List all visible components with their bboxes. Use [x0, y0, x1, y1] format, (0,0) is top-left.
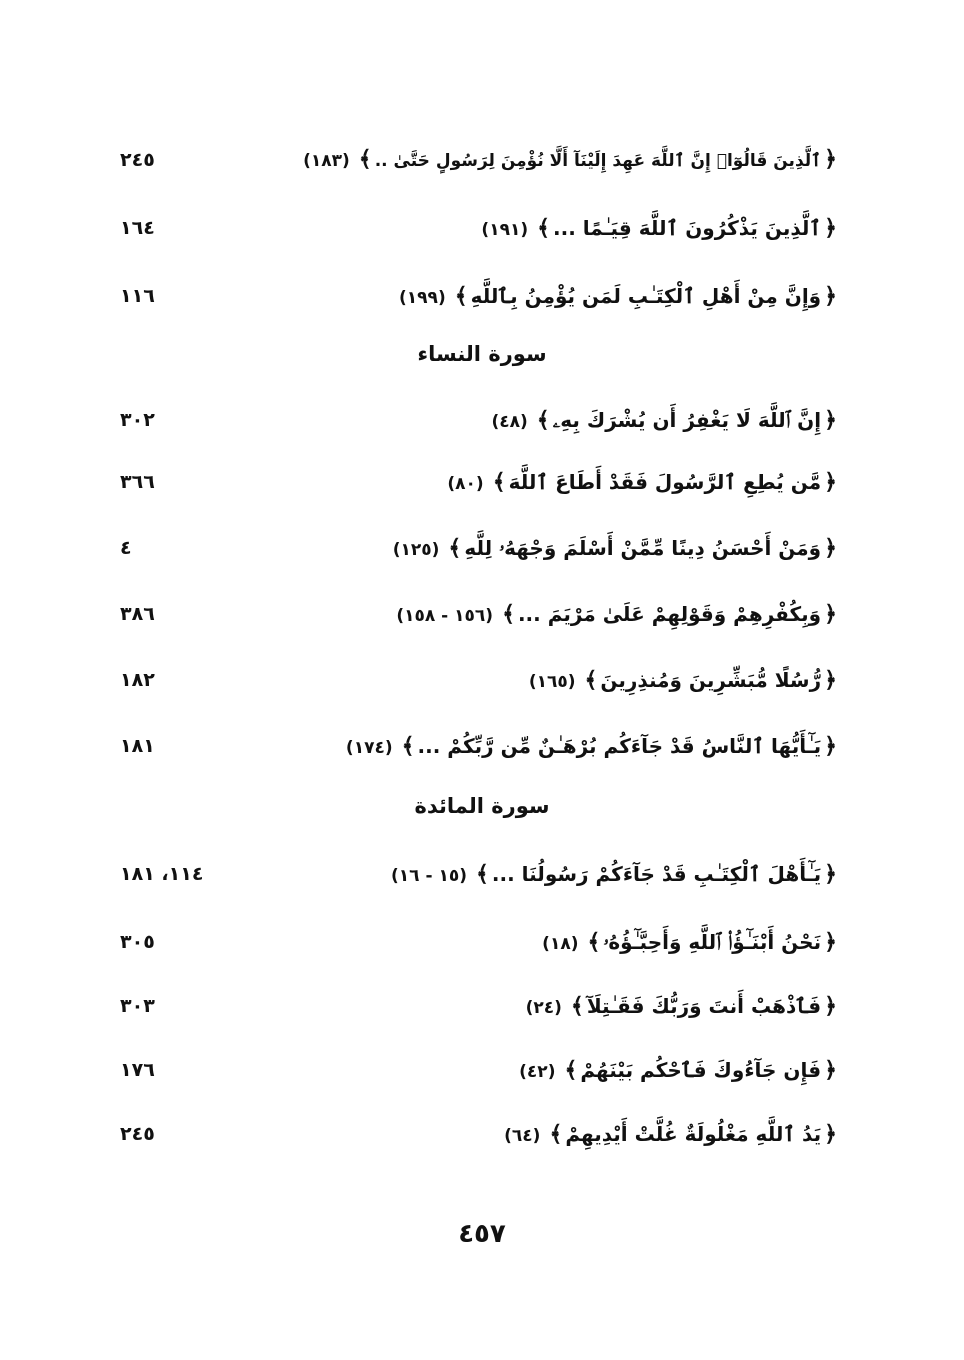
verse-entry — [120, 526, 840, 570]
close-bracket-ornament: ﴾ — [570, 994, 584, 1019]
verse-text-line — [393, 526, 840, 572]
verse-text: وَإِنَّ مِنْ أَهْلِ ٱلْكِتَـٰبِ لَمَن يُؤْمِنُ بِٱللَّهِ — [470, 284, 822, 308]
verse-text-line — [396, 592, 840, 638]
verse-entry — [120, 852, 840, 896]
verse-number: (١٨٣) — [303, 151, 350, 171]
close-bracket-ornament: ﴾ — [502, 602, 515, 627]
verse-number: (٦٤) — [504, 1126, 541, 1146]
page-reference: ٣٠٣ — [120, 995, 155, 1017]
verse-number: (٤٨) — [491, 412, 528, 432]
open-bracket-ornament: ﴿ — [824, 1122, 837, 1147]
verse-entry — [120, 1112, 840, 1156]
verse-number: (١٦٥) — [528, 672, 576, 692]
open-bracket-ornament: ﴿ — [824, 284, 837, 309]
open-bracket-ornament: ﴿ — [824, 668, 837, 693]
verse-number: (١٥ - ١٦) — [390, 866, 467, 886]
verse-text-line — [447, 460, 840, 506]
verse-text: فَٱذْهَبْ أَنتَ وَرَبُّكَ فَقَـٰتِلَآ — [586, 994, 822, 1018]
verse-entry — [120, 920, 840, 964]
verse-text-line — [526, 984, 840, 1030]
verse-number: (٢٤) — [525, 998, 562, 1018]
footer-page-number: ٤٥٧ — [458, 1219, 506, 1249]
verse-text: وَمَنْ أَحْسَنُ دِينًا مِّمَّنْ أَسْلَمَ وَجْهَهُۥ لِلَّهِ — [464, 536, 822, 560]
verse-text: ٱلَّذِينَ قَالُوٓا۟ إِنَّ ٱللَّهَ عَهِدَ إِلَيْنَآ أَلَّا نُؤْمِنَ لِرَسُولٍ حَتَّىٰ .. — [374, 151, 822, 171]
verse-text: مَّن يُطِعِ ٱلرَّسُولَ فَقَدْ أَطَاعَ ٱللَّهَ — [508, 470, 822, 494]
verse-text: ٱلَّذِينَ يَذْكُرُونَ ٱللَّهَ قِيَـٰمًا ... — [553, 216, 822, 240]
verse-text-line — [529, 658, 840, 704]
verse-entry — [120, 592, 840, 636]
close-bracket-ornament: ﴾ — [549, 1122, 563, 1147]
verse-number: (٤٢) — [519, 1062, 556, 1082]
page-reference: ٤ — [120, 537, 132, 559]
close-bracket-ornament: ﴾ — [454, 284, 468, 309]
verse-text: يَدُ ٱللَّهِ مَغْلُولَةٌ غُلَّتْ أَيْدِيهِمْ — [565, 1122, 822, 1146]
open-bracket-ornament: ﴿ — [824, 408, 837, 433]
close-bracket-ornament: ﴾ — [401, 734, 415, 759]
page-reference: ١٨٢ — [120, 669, 155, 691]
open-bracket-ornament: ﴿ — [824, 602, 837, 627]
page-reference: ٣٠٢ — [120, 409, 155, 431]
close-bracket-ornament: ﴾ — [358, 147, 372, 172]
surah-heading: سورة المائدة — [414, 794, 550, 818]
verse-number: (١٥٦ - ١٥٨) — [396, 606, 494, 626]
open-bracket-ornament: ﴿ — [824, 734, 837, 759]
verse-text-line — [504, 1112, 840, 1158]
close-bracket-ornament: ﴾ — [584, 668, 598, 693]
close-bracket-ornament: ﴾ — [475, 862, 489, 887]
verse-entry — [120, 398, 840, 442]
verse-number: (١٩٩) — [399, 288, 446, 308]
verse-number: (١٨) — [542, 934, 579, 954]
open-bracket-ornament: ﴿ — [824, 1058, 837, 1083]
verse-entry — [120, 206, 840, 250]
open-bracket-ornament: ﴿ — [824, 470, 837, 495]
verse-text: إِنَّ ٱللَّهَ لَا يَغْفِرُ أَن يُشْرَكَ بِهِۦ — [552, 408, 822, 432]
verse-text: وَبِكُفْرِهِمْ وَقَوْلِهِمْ عَلَىٰ مَرْيَمَ ... — [517, 602, 822, 626]
verse-entry — [120, 274, 840, 318]
open-bracket-ornament: ﴿ — [824, 930, 837, 955]
verse-entry — [120, 1048, 840, 1092]
page-reference: ١١٤، ١٨١ — [120, 863, 204, 885]
close-bracket-ornament: ﴾ — [537, 216, 550, 241]
verse-text: رُّسُلًا مُّبَشِّرِينَ وَمُنذِرِينَ — [600, 668, 822, 692]
open-bracket-ornament: ﴿ — [824, 216, 837, 241]
close-bracket-ornament: ﴾ — [587, 930, 601, 955]
close-bracket-ornament: ﴾ — [448, 536, 462, 561]
close-bracket-ornament: ﴾ — [536, 408, 550, 433]
page-reference: ٣٦٦ — [120, 471, 155, 493]
page-reference: ١٧٦ — [120, 1059, 155, 1081]
verse-entry — [120, 658, 840, 702]
verse-text-line — [303, 138, 840, 183]
verse-text-line — [519, 1048, 840, 1094]
open-bracket-ornament: ﴿ — [824, 536, 837, 561]
verse-entry — [120, 724, 840, 768]
verse-entry — [120, 138, 840, 182]
verse-text-line — [542, 920, 840, 966]
open-bracket-ornament: ﴿ — [824, 994, 837, 1019]
page-reference: ٢٤٥ — [120, 149, 155, 171]
verse-number: (١٧٤) — [345, 738, 393, 758]
surah-heading: سورة النساء — [417, 342, 547, 366]
page-reference: ١٦٤ — [120, 217, 155, 239]
verse-number: (١٢٥) — [392, 540, 440, 560]
verse-entry — [120, 460, 840, 504]
page-reference: ٣٨٦ — [120, 603, 155, 625]
verse-text: نَحْنُ أَبْنَـٰٓؤُا۟ ٱللَّهِ وَأَحِبَّـٰٓؤُهُۥ — [603, 930, 822, 954]
verse-number: (١٩١) — [481, 220, 529, 240]
verse-number: (٨٠) — [447, 474, 484, 494]
verse-entry — [120, 984, 840, 1028]
close-bracket-ornament: ﴾ — [492, 470, 506, 495]
verse-text-line — [481, 206, 840, 252]
verse-text-line — [399, 274, 840, 320]
page-reference: ٣٠٥ — [120, 931, 155, 953]
verse-text-line — [346, 724, 840, 770]
open-bracket-ornament: ﴿ — [824, 147, 837, 172]
page-reference: ٢٤٥ — [120, 1123, 155, 1145]
verse-text: فَإِن جَآءُوكَ فَٱحْكُم بَيْنَهُمْ — [580, 1058, 822, 1082]
verse-text-line — [491, 398, 840, 444]
verse-text: يَـٰٓأَهْلَ ٱلْكِتَـٰبِ قَدْ جَآءَكُمْ رَسُولُنَا ... — [491, 862, 822, 886]
verse-text: يَـٰٓأَيُّهَا ٱلنَّاسُ قَدْ جَآءَكُم بُرْهَـٰنٌ مِّن رَّبِّكُمْ ... — [417, 734, 822, 758]
open-bracket-ornament: ﴿ — [824, 862, 837, 887]
page-reference: ١١٦ — [120, 285, 155, 307]
page-reference: ١٨١ — [120, 735, 155, 757]
close-bracket-ornament: ﴾ — [564, 1058, 578, 1083]
verse-text-line — [391, 852, 840, 898]
